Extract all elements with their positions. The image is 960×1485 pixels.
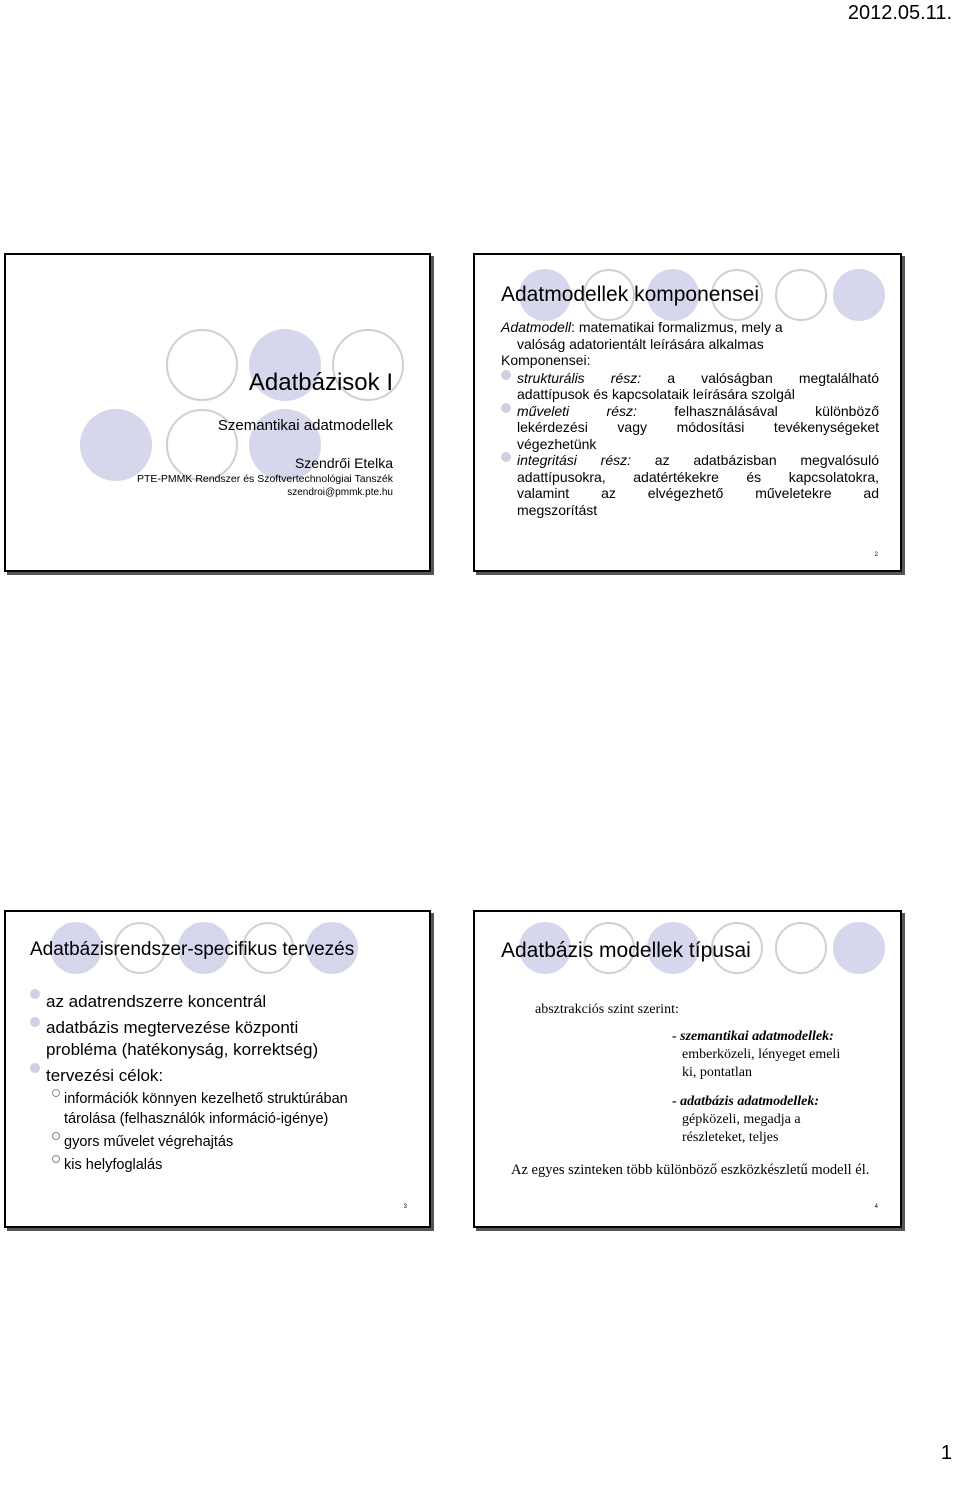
semantic-desc: emberközeli, lényeget emeli xyxy=(682,1047,841,1062)
slide-1 xyxy=(4,253,431,572)
sub-text: tárolása (felhasználók információ-igénye) xyxy=(64,1111,329,1127)
decor-circle xyxy=(166,329,238,401)
bullet-line: lekérdezési vagy módosítási tevékenységeket xyxy=(517,419,879,435)
bullet-line xyxy=(517,403,879,420)
slide-3 xyxy=(4,910,431,1228)
bullet-text: probléma (hatékonyság, korrektség) xyxy=(46,1040,319,1059)
page-number: 1 xyxy=(940,1442,952,1464)
semantic-models xyxy=(672,1028,840,1082)
bullet-text: adatbázis megtervezése központi xyxy=(46,1018,299,1037)
slide-subtitle: Szemantikai adatmodellek xyxy=(217,417,393,434)
sub-text: információk könnyen kezelhető struktúrában xyxy=(64,1091,348,1107)
intro-text: : matematikai formalizmus, mely a xyxy=(571,319,783,335)
slide-4 xyxy=(473,910,902,1228)
decor-circle xyxy=(80,409,152,481)
database-desc: részleteket, teljes xyxy=(682,1130,779,1145)
bullet-text: felhasználásával különböző xyxy=(674,402,880,419)
bullet-text: az adatbázisban megvalósuló xyxy=(654,452,879,468)
intro-line: valóság adatorientált leírására alkalmas xyxy=(517,335,764,352)
bullet-item xyxy=(501,370,879,403)
slide-title: Adatbázisok I xyxy=(248,369,393,396)
bullet-item xyxy=(501,403,879,453)
decor-circle xyxy=(833,922,885,974)
sub-item xyxy=(52,1132,420,1152)
slide-2 xyxy=(473,253,902,572)
bullet-item xyxy=(30,989,420,1015)
bullet-item xyxy=(30,1063,420,1089)
slide-title: Adatmodellek komponensei xyxy=(501,283,759,306)
semantic-desc: ki, pontatlan xyxy=(682,1065,752,1080)
intro-term: Adatmodell xyxy=(501,319,572,335)
bullet-line: megszorítást xyxy=(517,501,598,518)
database-desc: gépközeli, megadja a xyxy=(682,1112,801,1127)
bullet-line: adattípusokra, adatértékekre és kapcsolatokra, xyxy=(517,468,879,485)
level-label: absztrakciós szint szerint: xyxy=(535,1002,679,1017)
slide-number: 3 xyxy=(403,1204,407,1210)
database-title: - adatbázis adatmodellek: xyxy=(672,1094,819,1109)
slide-body xyxy=(501,319,879,518)
sub-text: kis helyfoglalás xyxy=(64,1157,163,1173)
slide-number: 2 xyxy=(874,552,878,558)
bullet-line: valamint az elvégezhető műveletekre ad xyxy=(517,485,879,501)
bullet-term: strukturális rész: xyxy=(517,369,642,386)
bullet-line: adattípusok és kapcsolataik leírására szolgál xyxy=(517,386,795,402)
bullet-item xyxy=(30,1017,420,1061)
print-date: 2012.05.11. xyxy=(847,2,952,24)
semantic-title: - szemantikai adatmodellek: xyxy=(672,1029,834,1044)
bullet-text: az adatrendszerre koncentrál xyxy=(46,992,267,1011)
intro-line xyxy=(501,319,879,336)
components-label: Komponensei: xyxy=(501,352,591,368)
bullet-line: végezhetünk xyxy=(517,435,597,452)
bullet-item xyxy=(501,452,879,518)
sub-text: gyors művelet végrehajtás xyxy=(64,1134,234,1150)
slide-title: Adatbázis modellek típusai xyxy=(501,939,751,962)
bullet-line xyxy=(517,370,879,387)
models-footer-text: Az egyes szinteken több különböző eszközkészletű modell él. xyxy=(511,1162,870,1178)
bullet-term: integritási rész: xyxy=(517,452,632,468)
decor-circle xyxy=(775,922,827,974)
decor-circle xyxy=(775,269,827,321)
slide-body xyxy=(30,989,420,1175)
bullet-text: a valóságban megtalálható xyxy=(667,369,879,386)
email: szendroi@pmmk.pte.hu xyxy=(287,487,393,498)
slide-title: Adatbázisrendszer-specifikus tervezés xyxy=(30,939,355,960)
affiliation: PTE-PMMK Rendszer és Szoftvertechnológiai Tanszék xyxy=(137,473,393,485)
sub-list xyxy=(30,1089,420,1175)
bullet-line xyxy=(517,452,879,469)
bullet-term: műveleti rész: xyxy=(517,402,637,419)
sub-item xyxy=(52,1155,420,1175)
decor-circle xyxy=(833,269,885,321)
slide-number: 4 xyxy=(874,1204,878,1210)
author-name: Szendrői Etelka xyxy=(294,455,393,471)
database-models xyxy=(672,1093,819,1147)
sub-item xyxy=(52,1089,420,1129)
bullet-text: tervezési célok: xyxy=(46,1066,164,1085)
